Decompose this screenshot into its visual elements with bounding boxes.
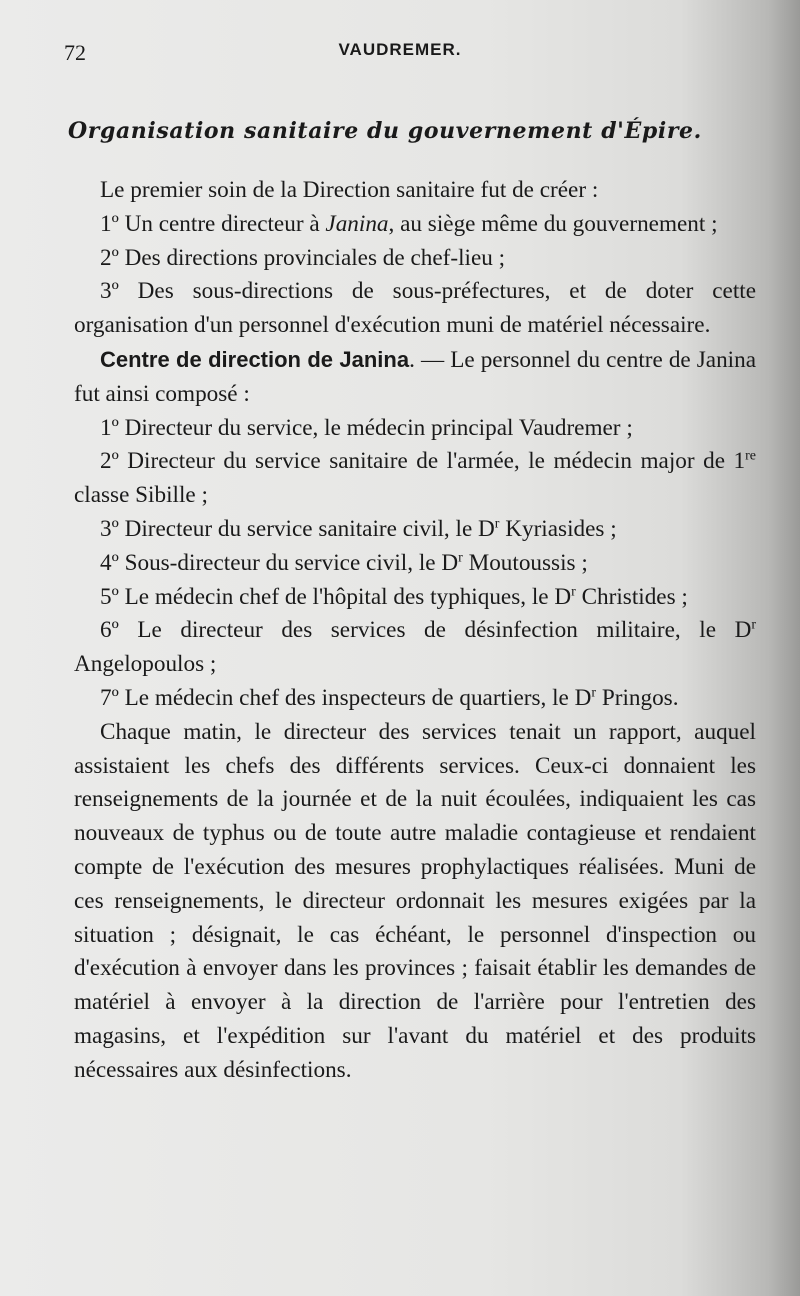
page-header xyxy=(0,38,800,68)
city-name: Janina xyxy=(325,210,389,237)
running-head: VAUDREMER. xyxy=(338,40,462,59)
centre-item-2: 2º Directeur du service sanitaire de l'armée, le médecin major de 1re classe Sibille ; xyxy=(74,448,756,509)
intro-item-3: 3º Des sous-directions de sous-préfectures, et de doter cette organisation d'un personnel d'exécution muni de matériel nécessaire. xyxy=(74,278,756,339)
body-text xyxy=(74,174,756,1088)
centre-item-7: 7º Le médecin chef des inspecteurs de quartiers, le $D^r$ Pringos. xyxy=(100,684,679,711)
centre-item-1: 1º Directeur du service, le médecin principal Vaudremer ; xyxy=(100,414,633,441)
centre-item-4: 4º Sous-directeur du service civil, le $D^r$ Moutoussis ; xyxy=(100,549,588,576)
closing-paragraph: Chaque matin, le directeur des services tenait un rapport, auquel assistaient les chefs des différents services. Ceux-ci donnaient les renseignements de la journée et de la nuit écoulées, indiquaient les cas nouveaux de typhus ou de toute autre maladie contagieuse et rendaient compte de l'exécution des mesures prophylactiques réalisées. Muni de ces renseignements, le directeur ordonnait les mesures exigées par la situation ; désignait, le cas échéant, le personnel d'inspection ou d'exécution à envoyer dans les provinces ; faisait établir les demandes de matériel à envoyer à la direction de l'arrière pour l'entretien des magasins, et l'expédition sur l'avant du matériel et des produits nécessaires aux désinfections. xyxy=(74,718,756,1083)
centre-item-3: 3º Directeur du service sanitaire civil, le $D^r$ Kyriasides ; xyxy=(100,515,617,542)
intro-item-1: 1º Un centre directeur à Janina, au siège même du gouvernement ; xyxy=(100,210,718,237)
centre-lead: Centre de direction de Janina. — Le personnel du centre de Janina fut ainsi composé : xyxy=(74,346,757,407)
centre-item-6: 6º Le directeur des services de désinfection militaire, le $D^r$ Angelopoulos ; xyxy=(74,617,756,678)
centre-heading: Centre de direction de Janina xyxy=(100,346,410,372)
intro-item-2: 2º Des directions provinciales de chef-lieu ; xyxy=(100,244,506,271)
intro-line: Le premier soin de la Direction sanitaire fut de créer : xyxy=(100,177,599,203)
section-title: Organisation sanitaire du gouvernement d'Épire. xyxy=(68,118,702,144)
page-number: 72 xyxy=(64,40,86,65)
centre-item-5: 5º Le médecin chef de l'hôpital des typhiques, le $D^r$ Christides ; xyxy=(100,583,688,610)
